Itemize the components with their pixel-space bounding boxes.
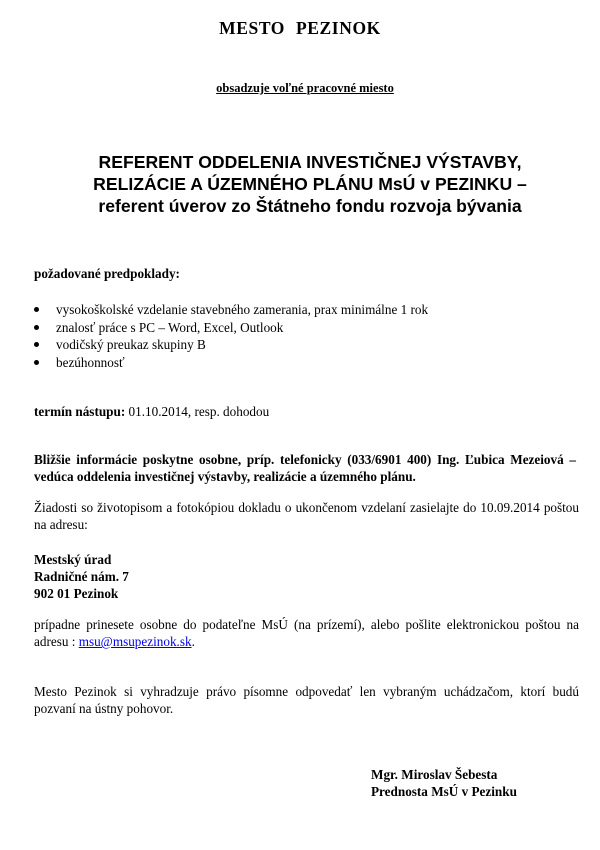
- requirement-item: [34, 319, 554, 337]
- requirement-item: [34, 354, 554, 372]
- contact-info-paragraph: Bližšie informácie poskytne osobne, príp. telefonicky (033/6901 400) Ing. Ľubica Mezeiová – vedúca oddelenia investičnej výstavby, realizácie a územného plánu.: [34, 452, 576, 484]
- email-link[interactable]: msu@msupezinok.sk: [78, 634, 192, 649]
- requirement-text: vodičský preukaz skupiny B: [56, 337, 206, 353]
- address-line-3: 902 01 Pezinok: [34, 586, 119, 601]
- address-line-1: Mestský úrad: [34, 552, 112, 567]
- signatory-title: Prednosta MsÚ v Pezinku: [371, 784, 517, 799]
- delivery-text: prípadne prinesete osobne do podateľne MsÚ (na prízemí), alebo pošlite elektronickou poštou na adresu :: [34, 617, 579, 649]
- requirements-heading: požadované predpoklady:: [34, 266, 180, 281]
- bullet-icon: [34, 307, 39, 312]
- bullet-icon: [34, 325, 39, 330]
- requirement-item: [34, 336, 554, 354]
- requirement-text: vysokoškolské vzdelanie stavebného zamerania, prax minimálne 1 rok: [56, 302, 429, 317]
- requirements-list: [34, 301, 554, 371]
- start-date-value: 01.10.2014, resp. dohodou: [125, 404, 270, 419]
- organization-title: MESTO PEZINOK: [219, 18, 381, 38]
- position-title: [30, 151, 590, 217]
- signature-block: [371, 766, 517, 800]
- position-title-line-3: referent úverov zo Štátneho fondu rozvoja bývania: [98, 196, 522, 216]
- address-line-2: Radničné nám. 7: [34, 569, 129, 584]
- requirement-text: bezúhonnosť: [56, 354, 125, 370]
- position-title-line-1: REFERENT ODDELENIA INVESTIČNEJ VÝSTAVBY,: [98, 152, 522, 172]
- start-date-label: termín nástupu:: [34, 404, 126, 419]
- delivery-suffix: .: [191, 634, 195, 649]
- signatory-name: Mgr. Miroslav Šebesta: [371, 767, 498, 782]
- bullet-icon: [34, 360, 39, 365]
- requirement-text: znalosť práce s PC – Word, Excel, Outlook: [56, 319, 284, 335]
- requirement-item: [34, 301, 554, 319]
- announcement-line: obsadzuje voľné pracovné miesto: [216, 81, 394, 95]
- delivery-paragraph: [34, 616, 579, 650]
- position-title-line-2: RELIZÁCIE A ÚZEMNÉHO PLÁNU MsÚ v PEZINKU –: [93, 174, 527, 194]
- application-paragraph: Žiadosti so životopisom a fotokópiou dokladu o ukončenom vzdelaní zasielajte do 10.09.2014 poštou na adresu:: [34, 500, 579, 532]
- reservation-paragraph: Mesto Pezinok si vyhradzuje právo písomne odpovedať len vybraným uchádzačom, ktorí budú pozvaní na ústny pohovor.: [34, 684, 579, 716]
- start-date-line: [34, 403, 269, 420]
- postal-address: [34, 551, 129, 602]
- bullet-icon: [34, 342, 39, 347]
